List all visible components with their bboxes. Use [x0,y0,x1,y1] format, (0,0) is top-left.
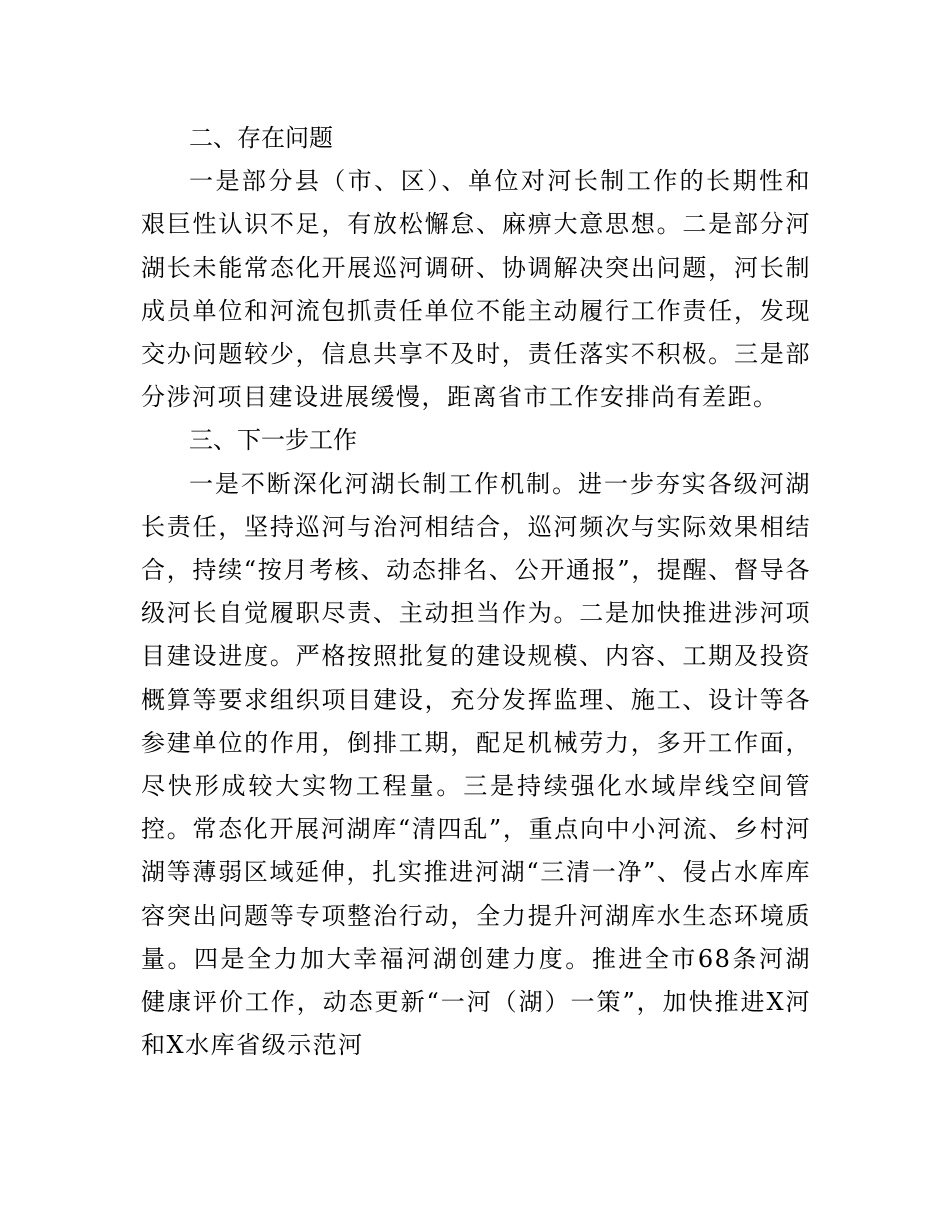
section-heading-problems: 二、存在问题 [189,124,333,152]
section-heading-next-steps: 三、下一步工作 [189,426,357,455]
document-page [141,117,811,1067]
section-paragraph-problems: 一是部分县（市、区）、单位对河长制工作的长期性和艰巨性认识不足，有放松懈怠、麻痹大意思想。二是部分河湖长未能常态化开展巡河调研、协调解决突出问题，河长制成员单位和河流包抓责任单位不能主动履行工作责任，发现交办问题较少，信息共享不及时，责任落实不积极。三是部分涉河项目建设进展缓慢，距离省市工作安排尚有差距。 [141,167,811,412]
section-paragraph-next-steps: 一是不断深化河湖长制工作机制。进一步夯实各级河湖长责任，坚持巡河与治河相结合，巡河频次与实际效果相结合，持续“按月考核、动态排名、公开通报”，提醒、督导各级河长自觉履职尽责、主动担当作为。二是加快推进涉河项目建设进度。严格按照批复的建设规模、内容、工期及投资概算等要求组织项目建设，充分发挥监理、施工、设计等各参建单位的作用，倒排工期，配足机械劳力，多开工作面，尽快形成较大实物工程量。三是持续强化水域岸线空间管控。常态化开展河湖库“清四乱”，重点向中小河流、乡村河湖等薄弱区域延伸，扎实推进河湖“三清一净”、侵占水库库容突出问题等专项整治行动，全力提升河湖库水生态环境质量。四是全力加大幸福河湖创建力度。推进全市68条河湖健康评价工作，动态更新“一河（湖）一策”，加快推进X河和X水库省级示范河 [141,469,811,1060]
